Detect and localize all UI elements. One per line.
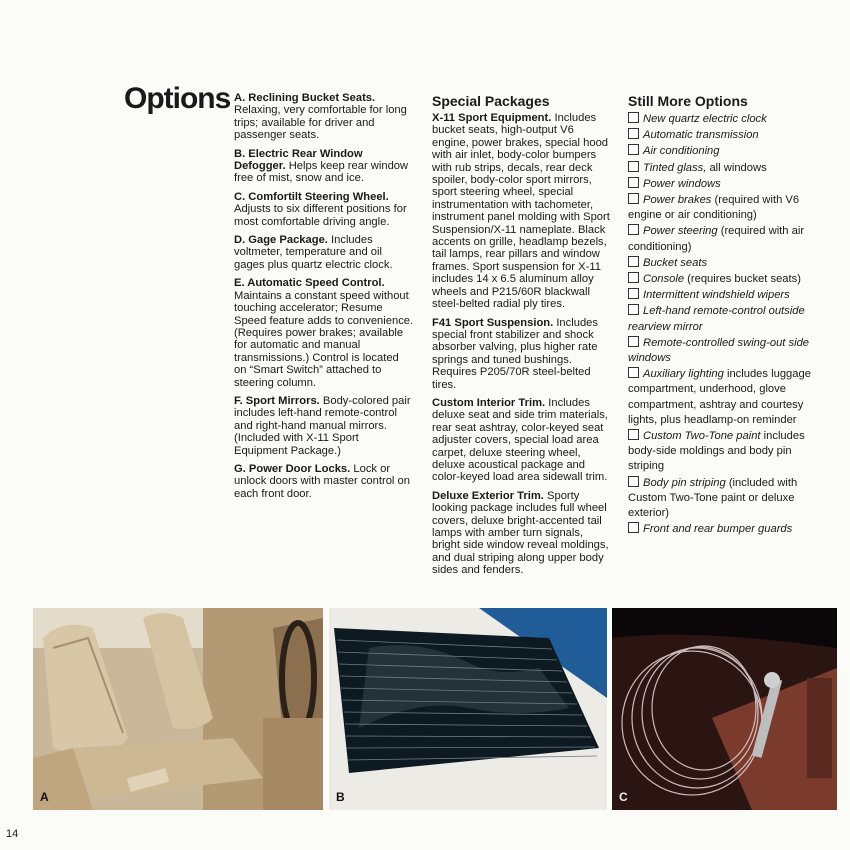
lettered-option — [234, 395, 414, 457]
option-checklist-item — [628, 161, 814, 176]
option-note: all windows — [706, 161, 767, 174]
option-name: Console — [643, 273, 685, 286]
option-checklist-item — [628, 177, 814, 192]
lettered-options-column — [234, 92, 414, 506]
special-package — [432, 112, 612, 311]
option-name: C. Comfortilt Steering Wheel. — [234, 190, 389, 203]
option-name: Power windows — [643, 177, 721, 190]
steering-wheel-image — [612, 608, 837, 810]
checkbox-icon — [628, 224, 639, 235]
photo-label-b: B — [336, 790, 345, 804]
lettered-option — [234, 277, 414, 389]
option-note: includes luggage compartment, underhood, glove compartment, ashtray and courtesy lights, plus headlamp-on reminder — [628, 368, 811, 426]
option-description: Adjusts to six different positions for most comfortable driving angle. — [234, 203, 407, 228]
photo-reclining-seats — [33, 608, 323, 810]
option-checklist-item — [628, 522, 814, 537]
option-note: (included with Custom Two-Tone paint or deluxe exterior) — [628, 476, 798, 520]
option-name: F. Sport Mirrors. — [234, 394, 320, 407]
option-description: Includes special front stabilizer and shock absorber valving, plus higher rate springs and tuned bushings. Requires P205/70R steel-belted tires. — [432, 316, 598, 391]
option-description: Maintains a constant speed without touching accelerator; Resume Speed feature adds to convenience. (Requires power brakes; available for automatic and manual transmissions.) Control is located on “Smart Switch” attached to steering column. — [234, 289, 414, 389]
option-note: includes body-side moldings and body pin striping — [628, 430, 805, 473]
still-more-options-list — [628, 112, 814, 537]
option-note: (required with V6 engine or air conditioning) — [628, 194, 800, 222]
checkbox-icon — [628, 256, 639, 267]
option-name: F41 Sport Suspension. — [432, 316, 554, 329]
option-checklist-item — [628, 336, 814, 366]
option-name: Remote-controlled swing-out side windows — [628, 336, 810, 365]
photo-rear-window-defogger — [329, 608, 607, 810]
option-name: Tinted glass, — [643, 161, 707, 174]
checkbox-icon — [628, 429, 639, 440]
checkbox-icon — [628, 522, 639, 533]
lettered-option — [234, 234, 414, 271]
option-name: Air conditioning — [643, 145, 720, 158]
lettered-option — [234, 148, 414, 185]
checkbox-icon — [628, 177, 639, 188]
option-name: D. Gage Package. — [234, 234, 328, 247]
option-description: Includes deluxe seat and side trim materials, rear seat ashtray, color-keyed seat adjuster covers, special load area carpet, deluxe steering wheel, deluxe acoustical package and color-keyed load area sidewall trim. — [432, 396, 608, 484]
seats-image — [33, 608, 323, 810]
special-packages-column — [432, 93, 612, 583]
option-checklist-item — [628, 288, 814, 303]
option-checklist-item — [628, 144, 814, 159]
option-name: X-11 Sport Equipment. — [432, 112, 552, 124]
option-name: Automatic transmission — [643, 129, 759, 142]
photo-tilt-steering-wheel — [612, 608, 837, 810]
checkbox-icon — [628, 193, 639, 204]
option-name: Deluxe Exterior Trim. — [432, 489, 544, 502]
checkbox-icon — [628, 336, 639, 347]
checkbox-icon — [628, 128, 639, 139]
option-name: Power brakes — [643, 194, 712, 207]
option-description: Relaxing, very comfortable for long trips; available for driver and passenger seats. — [234, 104, 407, 142]
photo-label-a: A — [40, 790, 49, 804]
option-name: Custom Two-Tone paint — [643, 430, 761, 443]
option-description: Lock or unlock doors with master control on each front door. — [234, 462, 410, 500]
checkbox-icon — [628, 112, 639, 123]
photo-label-c: C — [619, 790, 628, 804]
option-name: G. Power Door Locks. — [234, 462, 351, 475]
option-description: Body-colored pair includes left-hand remote-control and right-hand manual mirrors. (Included with X-11 Sport Equipment Package.) — [234, 394, 411, 457]
lettered-option — [234, 463, 414, 500]
option-checklist-item — [628, 256, 814, 271]
still-more-options-column — [628, 93, 814, 538]
still-more-options-heading: Still More Options — [628, 93, 748, 109]
option-checklist-item — [628, 224, 814, 254]
option-name: Auxiliary lighting — [643, 368, 724, 381]
option-name: A. Reclining Bucket Seats. — [234, 92, 376, 104]
checkbox-icon — [628, 144, 639, 155]
option-checklist-item — [628, 476, 814, 522]
option-name: Power steering — [643, 225, 718, 238]
option-name: Left-hand remote-control outside rearview mirror — [628, 305, 805, 333]
option-checklist-item — [628, 112, 814, 127]
option-note: (requires bucket seats) — [684, 273, 801, 286]
page-number: 14 — [6, 828, 19, 840]
checkbox-icon — [628, 367, 639, 378]
option-checklist-item — [628, 128, 814, 143]
special-packages-heading: Special Packages — [432, 93, 550, 109]
option-description: Includes voltmeter, temperature and oil gages plus quartz electric clock. — [234, 234, 393, 271]
option-name: New quartz electric clock — [643, 113, 767, 125]
checkbox-icon — [628, 161, 639, 172]
option-description: Sporty looking package includes full wheel covers, deluxe bright-accented tail lamps with amber turn signals, bright side window reveal moldings, and dual striping along upper body sides and fenders. — [432, 489, 609, 577]
option-name: Custom Interior Trim. — [432, 396, 546, 409]
option-description: Helps keep rear window free of mist, snow and ice. — [234, 160, 409, 185]
option-name: Bucket seats — [643, 256, 708, 269]
lettered-option — [234, 92, 414, 142]
option-name: Intermittent windshield wipers — [643, 289, 790, 302]
option-checklist-item — [628, 304, 814, 334]
page-title: Options — [124, 82, 231, 115]
option-note: (required with air conditioning) — [628, 225, 805, 253]
rear-window-image — [329, 608, 607, 810]
checkbox-icon — [628, 476, 639, 487]
option-name: B. Electric Rear Window Defogger. — [234, 147, 363, 173]
option-name: Front and rear bumper guards — [643, 523, 793, 536]
option-checklist-item — [628, 272, 814, 287]
option-name: Body pin striping — [643, 476, 726, 489]
special-package — [432, 317, 612, 391]
option-name: E. Automatic Speed Control. — [234, 277, 385, 290]
option-checklist-item — [628, 193, 814, 223]
option-checklist-item — [628, 367, 814, 428]
checkbox-icon — [628, 272, 639, 283]
special-package — [432, 397, 612, 484]
option-description: Includes bucket seats, high-output V6 engine, power brakes, special hood with air inlet, body-color bumpers with rub strips, decals, rear deck spoiler, body-color sport mirrors, sport steering wheel, special instrumentation with tachometer, instrument panel molding with Sport Suspension/X-11 nameplate. Black accents on grille, headlamp bezels, tail lamps, rear pillars and window frames. Sport suspension for X-11 includes 14 x 6.5 aluminum alloy wheels and P215/60R blackwall steel-belted radial ply tires. — [432, 112, 610, 311]
checkbox-icon — [628, 304, 639, 315]
checkbox-icon — [628, 288, 639, 299]
option-checklist-item — [628, 429, 814, 475]
lettered-option — [234, 191, 414, 228]
special-package — [432, 490, 612, 577]
special-packages-list — [432, 112, 612, 577]
